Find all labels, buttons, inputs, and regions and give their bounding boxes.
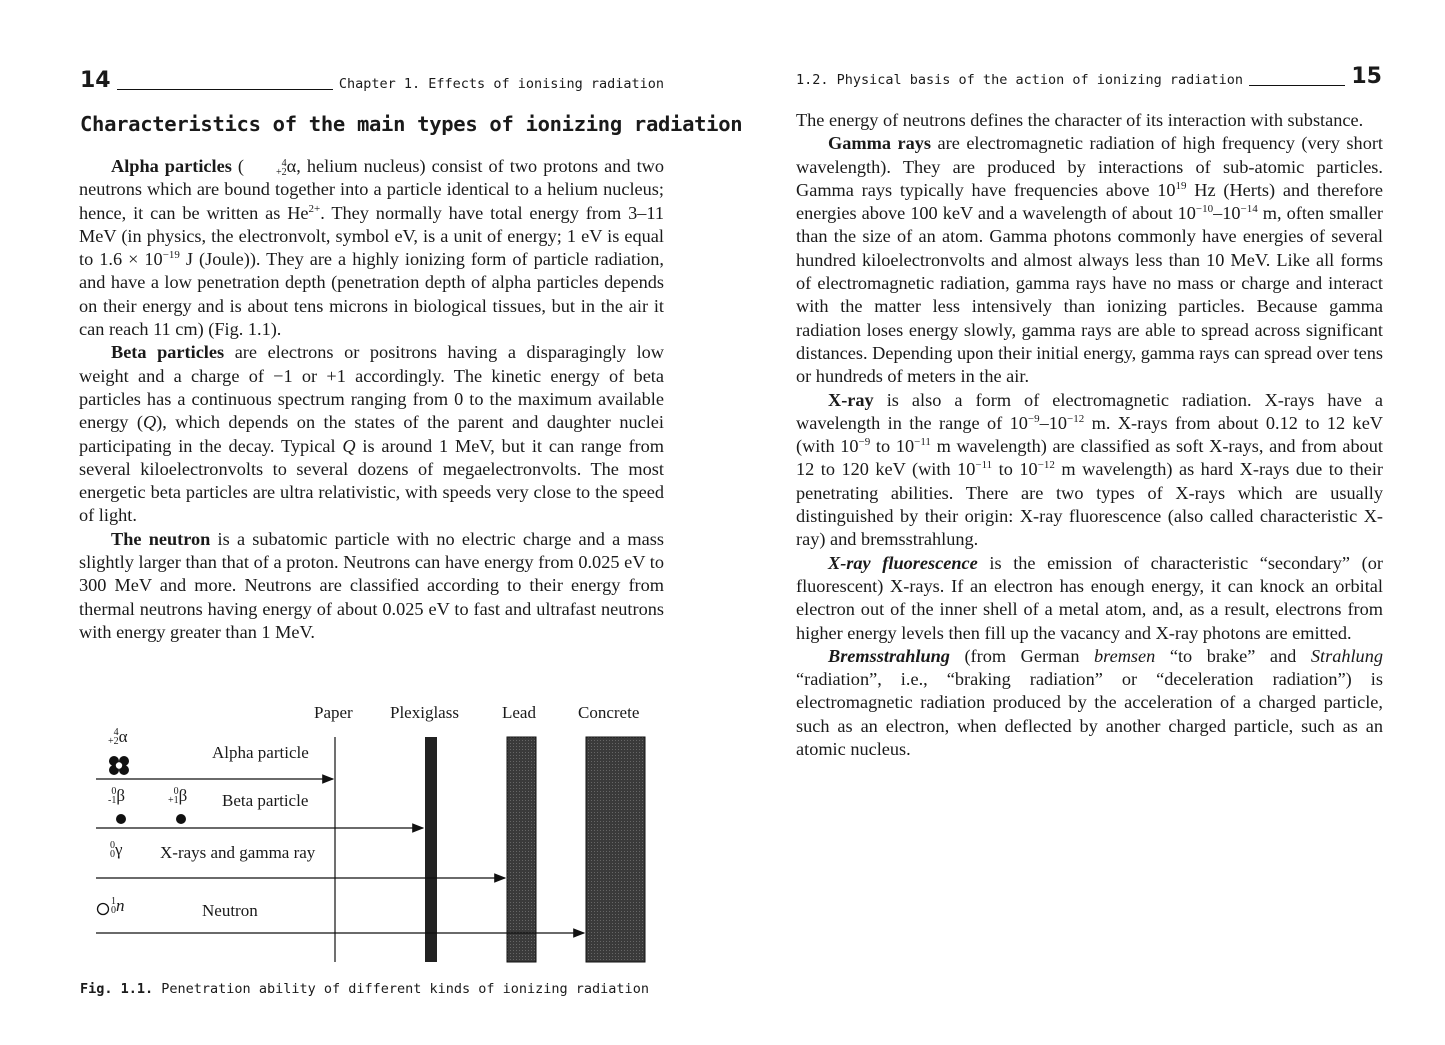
running-header-left [80,70,664,92]
figure-penetration [80,700,665,970]
beta-text-1: are electrons or positrons having a disparagingly low weight and a charge of −1 or +1 accordingly. The kinetic energy of beta particles has a continuous spectrum ranging from 0 to the maximum available energy ( [79,342,665,433]
brems-word-1: bremsen [1094,645,1156,666]
alpha-nucleus-icon [109,756,129,775]
gamma-sup-1: 19 [1175,179,1187,192]
term-bremsstrahlung: Bremsstrahlung [828,645,950,666]
paragraph-gamma [796,132,1383,388]
symbol-alpha [108,727,128,747]
neutron-circle-icon [98,904,109,915]
term-neutron: The neutron [111,528,211,549]
xray-text-1: is also a form of electromagnetic radiation. X-rays have a wavelength in the range of 10 [796,389,1383,433]
brems-word-2: Strahlung [1310,645,1383,666]
beta-text-2: ), which depends on the states of the parent and daughter nuclei participating in the decay. Typical [79,412,664,456]
xray-text-4: to 10 [870,436,915,457]
header-rule-right [1249,85,1345,86]
caption-text: Penetration ability of different kinds of ionizing radiation [153,981,649,997]
gamma-text-1: are electromagnetic radiation of high frequency (very short wavelength). They are produced by interactions of sub-atomic particles. Gamma rays typically have frequencies above 10 [796,133,1383,200]
gamma-letter: γ [115,840,123,859]
alpha-text-1: , helium nucleus) consist of two protons and two neutrons which are bound together into a particle identical to a helium nucleus; hence, it can be written as He [79,156,664,223]
xray-sup-4: −11 [914,436,931,449]
term-xray: X-ray [828,389,874,410]
alpha-text-3: J (Joule)). They are a highly ionizing form of particle radiation, and have a low penetration depth (penetration depth of alpha particles depends on their energy and is about tens microns in biological tissues, but in the air it can reach 11 cm) (Fig. 1.1). [79,249,664,340]
barrier-label-paper: Paper [314,703,353,722]
label-alpha-particle: Alpha particle [212,743,309,762]
label-neutron: Neutron [202,901,258,920]
alpha-sup-2: −19 [162,249,180,262]
beta-plus-mass: 0 [173,786,179,797]
alpha-symbol-open: ( [237,156,244,176]
beta-minus-dot-icon [116,814,126,824]
xray-sup-3: −9 [858,436,871,449]
paragraph-neutron-cont: The energy of neutrons defines the character of its interaction with substance. [796,110,1364,130]
section-title: Characteristics of the main types of ionizing radiation [80,112,743,136]
beta-plus-charge: +1 [168,795,179,806]
left-body-text [79,155,664,644]
figure-diagram [80,700,665,970]
beta-plus-dot-icon [176,814,186,824]
barrier-label-plexiglass: Plexiglass [390,703,459,722]
term-fluorescence: X-ray fluorescence [828,552,978,573]
alpha-fig-mass: 4 [113,727,119,738]
label-gamma: X-rays and gamma ray [160,843,316,862]
neutron-letter: n [116,896,125,915]
brems-text-1: (from German [949,645,1095,666]
running-header-right [796,66,1382,88]
paragraph-beta [79,341,664,527]
barrier-plexiglass [425,737,437,962]
xray-sup-2: −12 [1067,412,1085,425]
neutron-charge: 0 [111,905,116,916]
beta-minus-mass: 0 [111,786,117,797]
gamma-charge: 0 [110,849,115,860]
gamma-text-3: –10 [1213,203,1241,224]
figure-caption [80,981,649,997]
term-alpha: Alpha particles [111,156,232,176]
xray-sup-1: −9 [1027,412,1040,425]
xray-sup-6: −12 [1037,459,1055,472]
page-number-right: 15 [1351,64,1382,89]
beta-minus-letter: β [116,786,125,805]
brems-text-3: “radiation”, i.e., “braking radiation” or “deceleration radiation”) is electromagnetic radiation produced by the acceleration of a charged particle, such as an electron, when deflected by another charged particle, such as an atomic nucleus. [796,669,1383,760]
running-head-left: Chapter 1. Effects of ionising radiation [338,76,664,92]
page-number-left: 14 [80,68,111,93]
gamma-text-4: m, often smaller than the size of an atom. Gamma photons commonly have energies of several hundred kiloelectronvolts and almost always less than 10 MeV. Like all forms of electromagnetic radiation, gamma rays have no mass or charge and interact with the matter less intensively than ionizing particles. Because gamma radiation loses energy slowly, gamma rays are able to spread across significant distances. Depending upon their initial energy, gamma rays can spread over tens or hundreds of meters in the air. [796,203,1384,387]
xray-text-5: m wavelength) are classified as soft X-rays, and from about 12 to 120 keV (with 10 [796,436,1383,480]
alpha-mass: 4 [281,158,287,169]
symbol-beta-minus [108,786,125,806]
xray-text-7: m wavelength) as hard X-rays due to their penetrating abilities. There are two types of X-rays which are usually distinguished by their origin: X-ray fluorescence (also called characteristic X-ray) and bremsstrahlung. [796,459,1383,550]
alpha-fig-charge: +2 [108,736,119,747]
term-beta: Beta particles [111,342,225,363]
term-gamma: Gamma rays [828,133,931,154]
barrier-concrete [586,737,645,962]
xray-sup-5: −11 [975,459,993,472]
beta-text-3: is around 1 MeV, but it can range from several kiloelectronvolts to several dozens of megaelectronvolts. The most energetic beta particles are ultra relativistic, with speeds very close to the speed of light. [79,435,664,526]
neutron-text: is a subatomic particle with no electric charge and a mass slightly larger than that of a proton. Neutrons can have energy from 0.025 eV to 300 MeV and more. Neutrons are classified according to their energy from thermal neutrons having energy of about 0.025 eV to fast and ultrafast neutrons with energy greater than 1 MeV. [79,528,664,642]
brems-text-2: “to brake” and [1155,645,1311,666]
alpha-sup-1: 2+ [308,202,321,215]
header-rule [117,89,333,90]
barrier-label-concrete: Concrete [578,703,640,722]
symbol-neutron [111,896,125,916]
paragraph-xray [796,389,1383,552]
paragraph-fluorescence [796,552,1383,645]
xray-text-6: to 10 [992,459,1038,480]
fluor-text: is the emission of characteristic “secondary” (or fluorescent) X-rays. If an electron has enough energy, it can knock an orbital electron out of the inner shell of a metal atom, and, as a result, electrons from higher energy levels then fill up the vacancy and X-ray photons are emitted. [796,552,1383,643]
right-body-text [796,109,1383,761]
gamma-sup-2: −10 [1195,203,1214,216]
alpha-fig-letter: α [118,727,128,746]
paragraph-neutron [79,528,664,644]
alpha-nuclide-symbol [244,159,287,177]
gamma-text-2: Hz (Herts) and therefore energies above 100 keV and a wavelength of about 10 [796,179,1384,224]
symbol-gamma [110,840,123,860]
xray-text-3: m. X-rays from about 0.12 to 12 keV (with 10 [796,412,1384,457]
label-beta-particle: Beta particle [222,791,309,810]
running-head-right: 1.2. Physical basis of the action of ionizing radiation [796,72,1244,88]
beta-q-1: Q [142,412,157,433]
alpha-text-2: . They normally have total energy from 3–11 MeV (in physics, the electronvolt, symbol eV, is a unit of energy; 1 eV is equal to 1.6 × 10 [79,202,665,270]
barrier-lead [507,737,536,962]
beta-q-2: Q [342,435,356,456]
barrier-label-lead: Lead [502,703,536,722]
xray-text-2: –10 [1039,412,1068,433]
right-page [722,0,1445,1045]
gamma-mass: 0 [110,840,115,851]
neutron-mass: 1 [111,896,116,907]
symbol-beta-plus [168,786,187,806]
caption-label: Fig. 1.1. [80,981,154,997]
gamma-sup-3: −14 [1240,203,1258,216]
paragraph-bremsstrahlung [796,645,1383,761]
beta-minus-charge: -1 [108,795,117,806]
alpha-charge: +2 [275,167,287,178]
paragraph-alpha [79,155,664,341]
beta-plus-letter: β [178,786,188,805]
alpha-letter: α [286,156,297,176]
